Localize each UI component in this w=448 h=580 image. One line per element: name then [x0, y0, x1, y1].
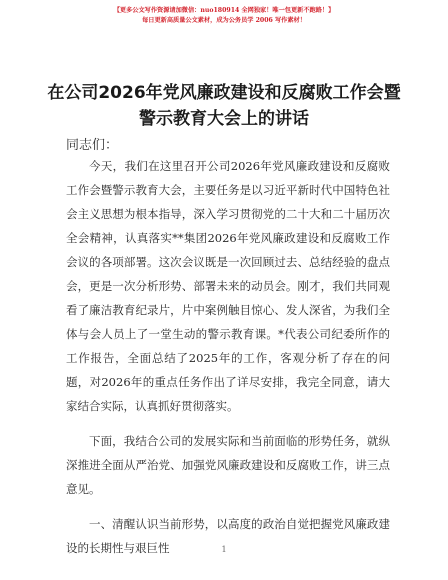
- promo-line-1: 【更多公文写作资源请加微信：nuo180914 全网独家！唯一包更新不跑路！】: [113, 7, 335, 14]
- promo-line-2: 每日更新高质量公文素材，成为公务员学 2006 写作素材！: [142, 17, 306, 24]
- salutation: 同志们：: [66, 138, 119, 153]
- paragraph-opening: 今天，我们在这里召开公司2026年党风廉政建设和反腐败工作会暨警示教育大会，主要任务是以习近平新时代中国特色社会主义思想为根本指导，深入学习贯彻党的二十大和二十届历次全会精神，认真落实**集团2026年党风廉政建设和反腐败工作会议的各项部署。这次会议既是一次回顾过去、总结经验的盘点会，更是一次分析形势、部署未来的动员会。刚才，我们共同观看了廉洁教育纪录片，片中案例触目惊心、发人深省，为我们全体与会人员上了一堂生动的警示教育课。*代表公司纪委所作的工作报告，全面总结了2025年的工作，客观分析了存在的问题，对2026年的重点任务作出了详尽安排，我完全同意，请大家结合实际，认真抓好贯彻落实。: [66, 159, 390, 413]
- document-title: [40, 80, 408, 132]
- promo-banner: [0, 6, 448, 26]
- title-line-1: 在公司2026年党风廉政建设和反腐败工作会暨: [47, 83, 401, 103]
- paragraph-transition: 下面，我结合公司的发展实际和当前面临的形势任务，就纵深推进全面从严治党、加强党风廉政建设和反腐败工作，讲三点意见。: [66, 434, 390, 496]
- page-number: 1: [221, 545, 227, 554]
- section-heading-1: 一、清醒认识当前形势，以高度的政治自觉把握党风廉政建设的长期性与艰巨性: [66, 517, 390, 555]
- title-line-2: 警示教育大会上的讲话: [139, 109, 309, 129]
- speech-body: [66, 154, 390, 560]
